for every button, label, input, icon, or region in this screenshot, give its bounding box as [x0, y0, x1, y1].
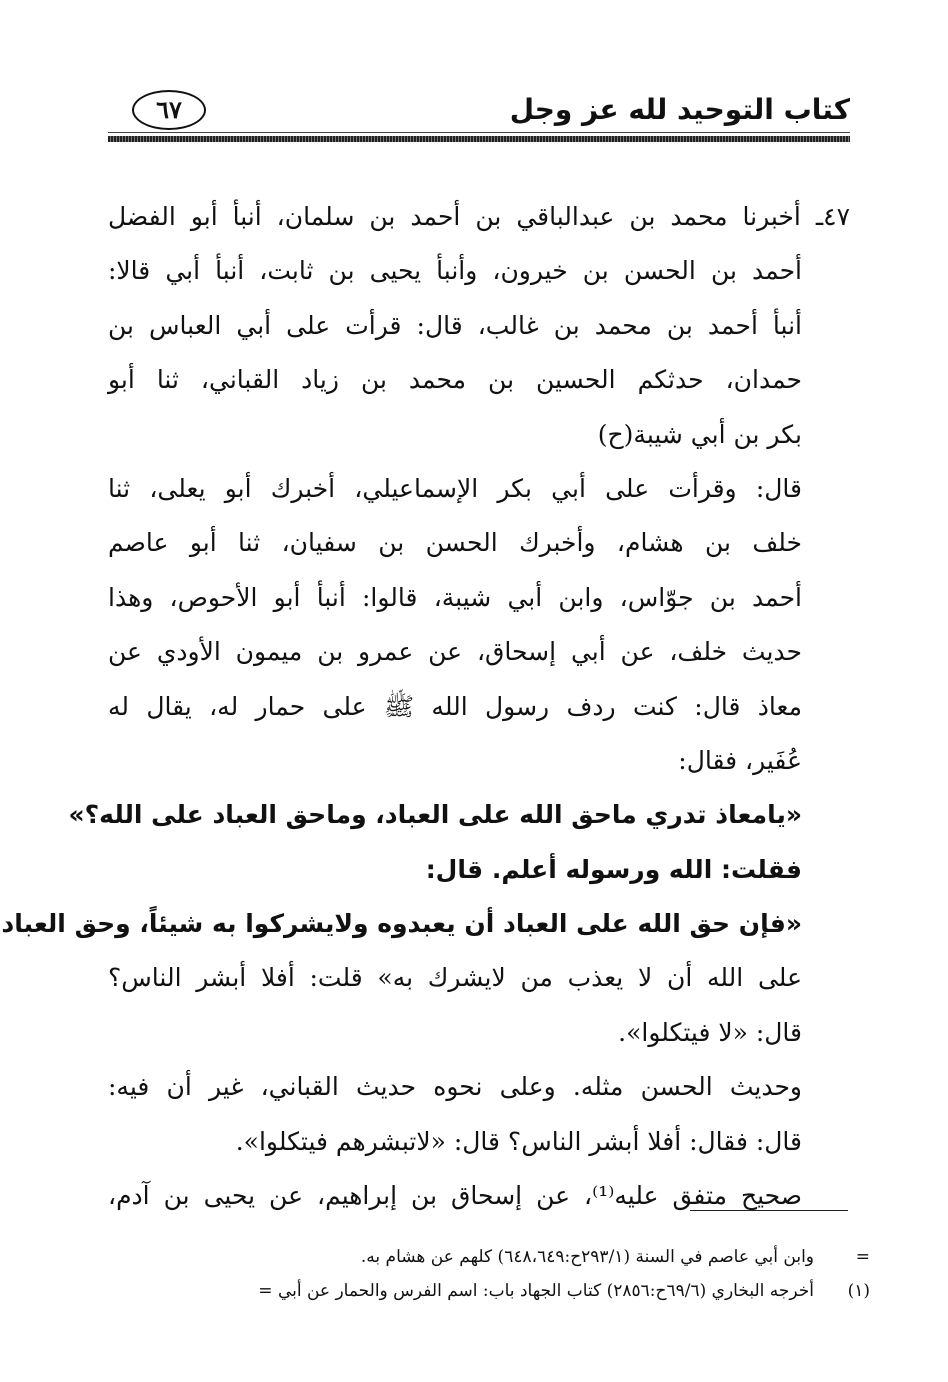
main-text: [1, 190, 850, 1223]
text-line: قال: فقال: أفلا أبشر الناس؟ قال: «لاتبشرهم فيتكلوا».: [235, 1126, 802, 1156]
text-line: ٤٧ـ أخبرنا محمد بن عبدالباقي بن أحمد بن سلمان، أنبأ أبو الفضل: [108, 202, 850, 231]
text-line: أنبأ أحمد بن محمد بن غالب، قال: قرأت على أبي العباس بن: [108, 310, 802, 340]
text-line: أحمد بن الحسن بن خيرون، وأنبأ يحيى بن ثابت، أنبأ أبي قالا:: [108, 256, 802, 286]
text-line: صحيح متفق عليه⁽¹⁾، عن إسحاق بن إبراهيم، عن يحيى بن آدم،: [108, 1181, 803, 1211]
footnote-mark: =: [855, 1247, 870, 1267]
text-line: عُفَير، فقال:: [678, 745, 802, 775]
text-line: معاذ قال: كنت ردف رسول الله ﷺ على حمار له، يقال له: [108, 691, 802, 721]
hadith-text-line: «يامعاذ تدري ماحق الله على العباد، وماحق العباد على الله؟»: [68, 800, 802, 830]
text-line: بكر بن أبي شيبة(ح): [597, 419, 802, 449]
footnote: [108, 1240, 870, 1274]
hadith-text-line: «فإن حق الله على العباد أن يعبدوه ولايشركوا به شيئاً، وحق العباد: [1, 909, 802, 939]
book-title: كتاب التوحيد لله عز وجل: [509, 93, 850, 126]
text-line: قال: «لا فيتكلوا».: [618, 1017, 802, 1047]
text-line: حديث خلف، عن أبي إسحاق، عن عمرو بن ميمون الأودي عن: [108, 637, 802, 667]
text-line: خلف بن هشام، وأخبرك الحسن بن سفيان، ثنا أبو عاصم: [108, 528, 802, 558]
footnote-text: وابن أبي عاصم في السنة (٢٩٣/١ح:٦٤٨،٦٤٩) كلهم عن هشام به.: [360, 1247, 814, 1267]
text-line: قال: وقرأت على أبي بكر الإسماعيلي، أخبرك أبو يعلى، ثنا: [108, 473, 802, 503]
page-number: ٦٧: [132, 90, 206, 130]
hadith-text-line: فقلت: الله ورسوله أعلم. قال:: [425, 854, 802, 884]
footnote-separator: [690, 1210, 848, 1211]
header-rule-thin: [108, 132, 850, 133]
footnote-mark: (١): [847, 1281, 870, 1301]
footnote-text: أخرجه البخاري (٦٩/٦ح:٢٨٥٦) كتاب الجهاد باب: اسم الفرس والحمار عن أبي =: [258, 1281, 814, 1301]
text-line: وحديث الحسن مثله. وعلى نحوه حديث القباني، غير أن فيه:: [108, 1072, 802, 1102]
header-rule-thick: [108, 136, 850, 142]
footnotes: [108, 1240, 870, 1308]
footnote: [108, 1274, 870, 1308]
page-header: [108, 78, 850, 148]
text-line: على الله أن لا يعذب من لايشرك به» قلت: أفلا أبشر الناس؟: [108, 963, 802, 993]
text-line: أحمد بن جوّاس، وابن أبي شيبة، قالوا: أنبأ أبو الأحوص، وهذا: [108, 582, 802, 612]
text-line: حمدان، حدثكم الحسين بن محمد بن زياد القباني، ثنا أبو: [108, 365, 802, 395]
